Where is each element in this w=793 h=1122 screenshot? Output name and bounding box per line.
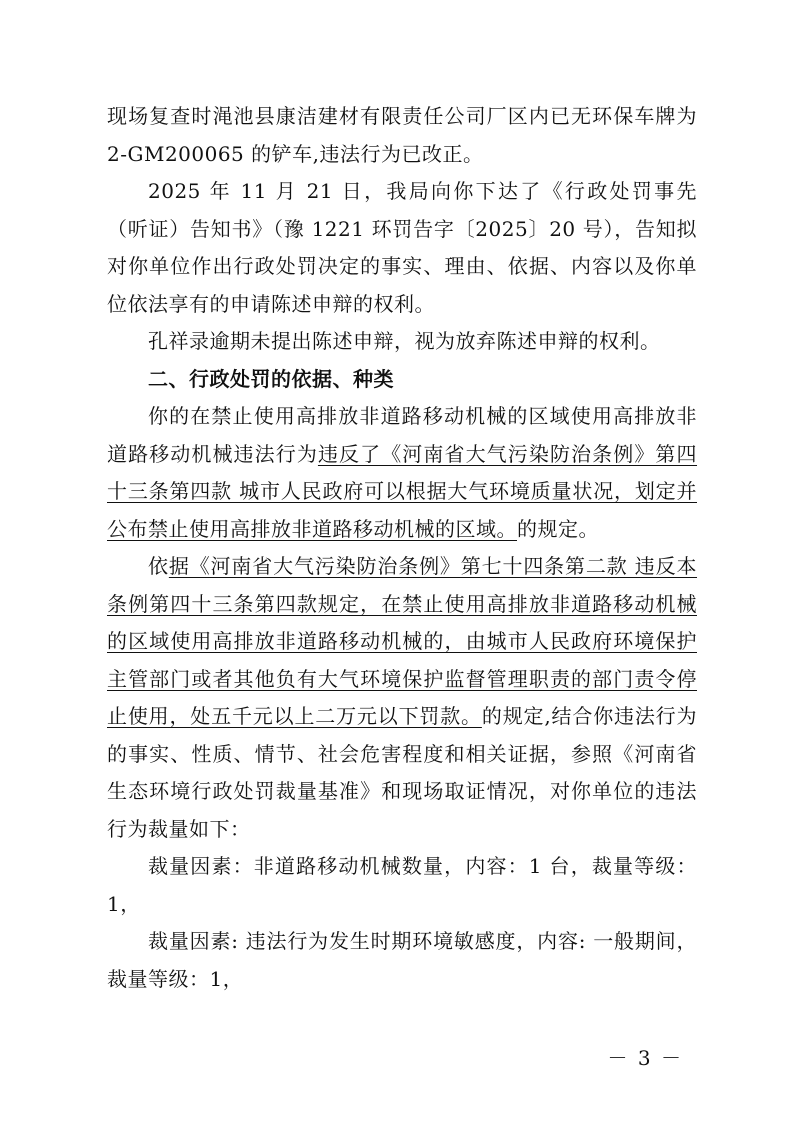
violation-prefix: 你的在禁止使用高排放非道路移动机械的区域使用高排放非道路移动机械违法行为: [107, 404, 697, 466]
paragraph-notice: 2025 年 11 月 21 日，我局向你下达了《行政处罚事先（听证）告知书》（豫 1221 环罚告字〔2025〕20 号），告知拟对你单位作出行政处罚决定的事实、理由、依据、内容以及你单位依法享有的申请陈述申辩的权利。: [107, 179, 697, 316]
paragraph-penalty-basis: [107, 548, 697, 848]
basis-prefix: 依: [148, 554, 169, 578]
document-body: [107, 98, 697, 998]
paragraph-no-defense: 孔祥录逾期未提出陈述申辩，视为放弃陈述申辩的权利。: [148, 329, 661, 353]
page-number: － 3 －: [607, 1046, 683, 1070]
violation-regulation: 违反了《河南省大气污染防治条例》第四十三条第四款 城市人民政府可以根据大气环境质量状况，划定并公布禁止使用高排放非道路移动机械的区域。: [107, 441, 698, 541]
paragraph-violation: [107, 398, 697, 548]
discretion-factor-quantity: 裁量因素：非道路移动机械数量，内容：1 台，裁量等级：1，: [107, 854, 697, 916]
violation-suffix: 的规定。: [517, 516, 599, 541]
basis-regulation: 据《河南省大气污染防治条例》第七十四条第二款 违反本条例第四十三条第四款规定，在禁止使用高排放非道路移动机械的区域使用高排放非道路移动机械的，由城市人民政府环境保护主管部门或者其他负有大气环境保护监督管理职责的部门责令停止使用，处五千元以上二万元以下罚款。: [107, 554, 698, 728]
paragraph-recheck: 现场复查时渑池县康洁建材有限责任公司厂区内已无环保车牌为 2-GM200065 的铲车,违法行为已改正。: [107, 104, 697, 166]
section-heading-basis-type: 二、行政处罚的依据、种类: [148, 366, 394, 391]
discretion-factor-sensitivity: 裁量因素: 违法行为发生时期环境敏感度，内容: 一般期间，裁量等级：1，: [107, 929, 697, 991]
basis-suffix: 的规定,结合你违法行为的事实、性质、情节、社会危害程度和相关证据，参照《河南省生态环境行政处罚裁量基准》和现场取证情况，对你单位的违法行为裁量如下：: [107, 704, 698, 841]
